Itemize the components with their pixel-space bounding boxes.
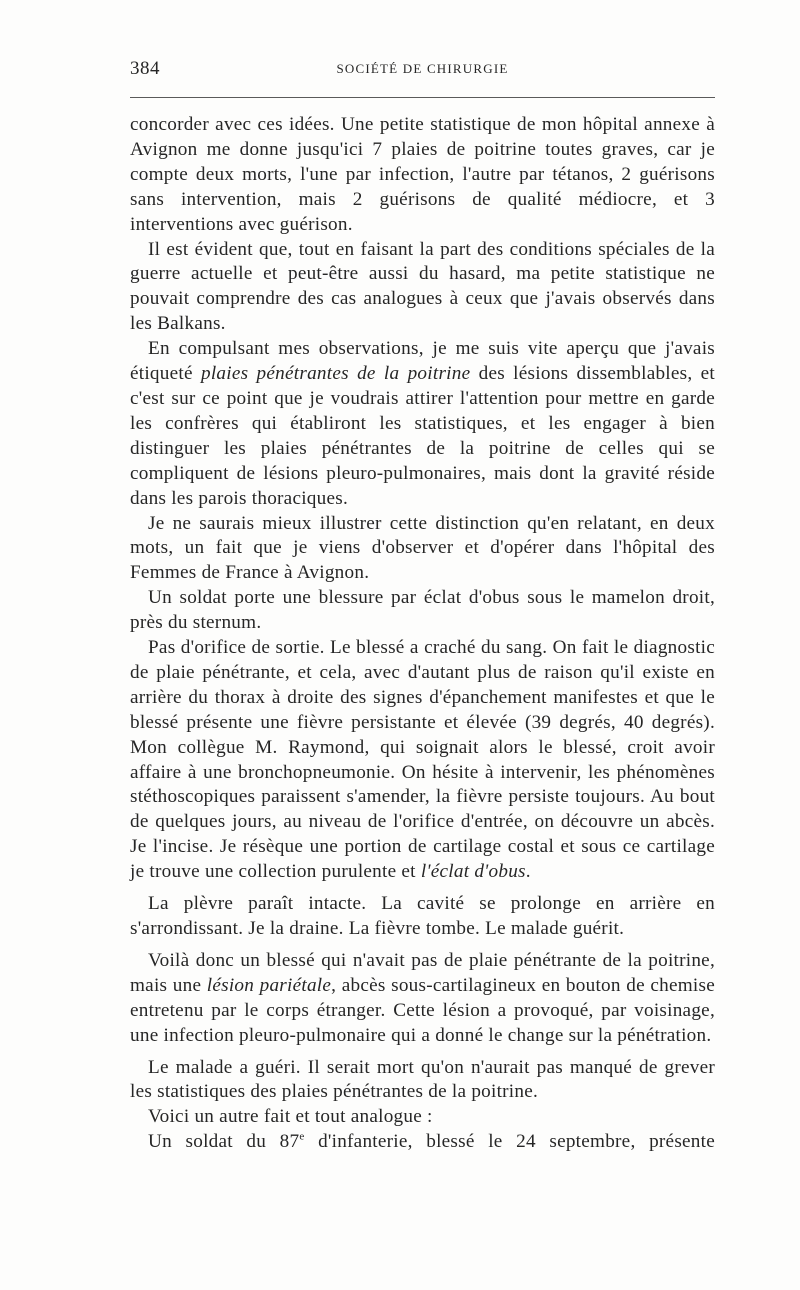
paragraph: En compulsant mes observations, je me suis vite aperçu que j'avais étiqueté plaies pénétrantes de la poitrine des lésions dissemblables, et c'est sur ce point que je voudrais attirer l'attention pour mettre en garde les confrères qui établiront les statistiques, et les engager à bien distinguer les plaies pénétrantes de la poitrine de celles qui se compliquent de lésions pleuro-pulmonaires, mais dont la gravité réside dans les parois thoraciques. — [130, 338, 716, 509]
paragraph: Il est évident que, tout en faisant la part des conditions spéciales de la guerre actuelle et peut-être aussi du hasard, ma petite statistique ne pouvait comprendre des cas analogues à ceux que j'avais observés dans les Balkans. — [130, 238, 715, 335]
paragraph: Je ne saurais mieux illustrer cette distinction qu'en relatant, en deux mots, un fait que je viens d'observer et d'opérer dans l'hôpital des Femmes de France à Avignon. — [130, 512, 715, 584]
paragraph: Un soldat porte une blessure par éclat d'obus sous le mamelon droit, près du sternum. — [130, 587, 715, 634]
paragraph: Voici un autre fait et tout analogue : — [148, 1106, 433, 1128]
superscript: e — [299, 1130, 305, 1143]
paragraph: Voilà donc un blessé qui n'avait pas de plaie pénétrante de la poitrine, mais une lésion pariétale, abcès sous-cartilagineux en bouton de chemise entretenu par le corps étranger. Cette lésion a provoqué, par voisinage, une infection pleuro-pulmonaire qui a donné le change sur la pénétration. — [130, 949, 715, 1046]
page-header — [130, 58, 715, 86]
running-title: SOCIÉTÉ DE CHIRURGIE — [336, 61, 509, 76]
header-rule — [130, 97, 715, 98]
italic-phrase: l'éclat d'obus — [420, 861, 526, 883]
paragraph: concorder avec ces idées. Une petite statistique de mon hôpital annexe à Avignon me donne jusqu'ici 7 plaies de poitrine toutes graves, car je compte deux morts, l'une par infection, l'autre par tétanos, 2 guérisons sans intervention, mais 2 guérisons de qualité médiocre, et 3 interventions avec guérison. — [130, 114, 715, 235]
paragraph: Un soldat du 87e d'infanterie, blessé le 24 septembre, présente — [148, 1130, 715, 1153]
italic-phrase: plaies pénétrantes de la poitrine — [200, 363, 471, 385]
italic-phrase: lésion pariétale — [206, 974, 332, 996]
body-text — [130, 113, 715, 1155]
paragraph: Le malade a guéri. Il serait mort qu'on n'aurait pas manqué de grever les statistiques des plaies pénétrantes de la poitrine. — [130, 1056, 715, 1103]
page-number: 384 — [130, 58, 160, 79]
paragraph: Pas d'orifice de sortie. Le blessé a craché du sang. On fait le diagnostic de plaie pénétrante, et cela, avec d'autant plus de raison qu'il existe en arrière du thorax à droite des signes d'épanchement manifestes et que le blessé présente une fièvre persistante et élevée (39 degrés, 40 degrés). Mon collègue M. Raymond, qui soignait alors le blessé, croit avoir affaire à une bronchopneumonie. On hésite à intervenir, les phénomènes stéthoscopiques paraissent s'amender, la fièvre persiste toujours. Au bout de quelques jours, au niveau de l'orifice d'entrée, on découvre un abcès. Je l'incise. Je résèque une portion de cartilage costal et sous ce cartilage je trouve une collection purulente et l'éclat d'obus. — [130, 637, 715, 883]
paragraph: La plèvre paraît intacte. La cavité se prolonge en arrière en s'arrondissant. Je la draine. La fièvre tombe. Le malade guérit. — [130, 893, 715, 939]
